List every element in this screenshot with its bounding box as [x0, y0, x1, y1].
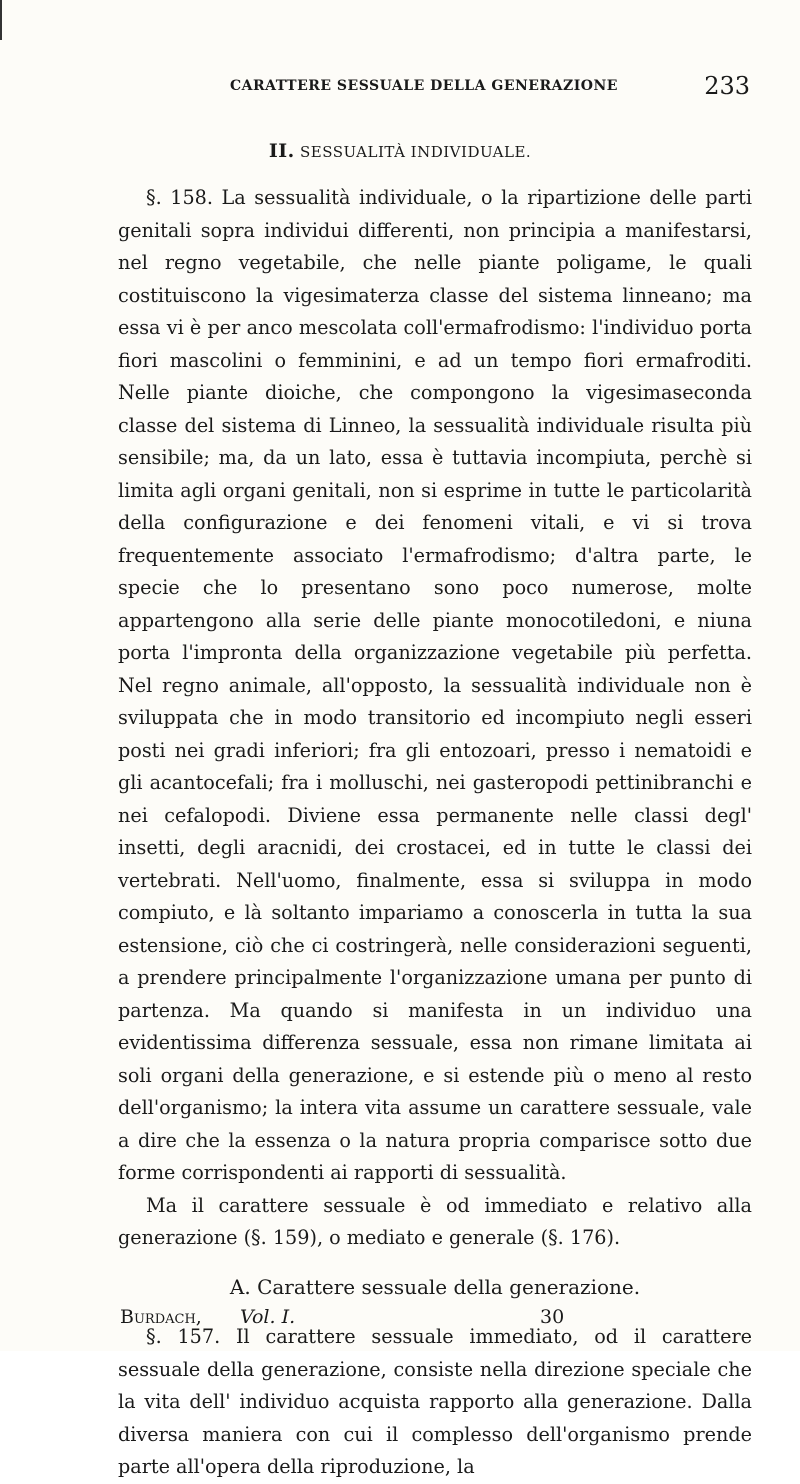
- page-number: 233: [704, 72, 750, 100]
- paragraph-158: §. 158. La sessualità individuale, o la ripartizione delle parti genitali sopra individui differenti, non principia a manifestarsi, nel regno vegetabile, che nelle piante poligame, le quali costituiscono la vigesimaterza classe del sistema linneano; ma essa vi è per anco mescolata coll'ermafrodismo: l'individuo porta fiori mascolini o femminini, e ad un tempo fiori ermafroditi. Nelle piante dioiche, che compongono la vigesimaseconda classe del sistema di Linneo, la sessualità individuale risulta più sensibile; ma, da un lato, essa è tuttavia incompiuta, perchè si limita agli organi genitali, non si esprime in tutte le particolarità della configurazione e dei fenomeni vitali, e vi si trova frequentemente associato l'ermafrodismo; d'altra parte, le specie che lo presentano sono poco numerose, molte appartengono alla serie delle piante monocotiledoni, e niuna porta l'impronta della organizzazione vegetabile più perfetta. Nel regno animale, all'opposto, la sessualità individuale non è sviluppata che in modo transitorio ed incompiuto negli esseri posti nei gradi inferiori; fra gli entozoari, presso i nematoidi e gli acantocefali; fra i molluschi, nei gasteropodi pettinibranchi e nei cefalopodi. Diviene essa permanente nelle classi degl' insetti, degli aracnidi, dei crostacei, ed in tutte le classi dei vertebrati. Nell'uomo, finalmente, essa si sviluppa in modo compiuto, e là soltanto impariamo a conoscerla in tutta la sua estensione, ciò che ci costringerà, nelle considerazioni seguenti, a prendere principalmente l'organizzazione umana per punto di partenza. Ma quando si manifesta in un individuo una evidentissima differenza sessuale, essa non rimane limitata ai soli organi della generazione, e si estende più o meno al resto dell'organismo; la intera vita assume un carattere sessuale, vale a dire che la essenza o la natura propria comparisce sotto due forme corrispondenti ai rapporti di sessualità.: [118, 186, 752, 1184]
- running-head: [130, 72, 750, 104]
- footer-signature: 30: [540, 1306, 565, 1328]
- running-head-title: CARATTERE SESSUALE DELLA GENERAZIONE: [230, 78, 618, 94]
- footer-volume: Vol. I.: [240, 1306, 296, 1328]
- subheading-a: A. Carattere sessuale della generazione.: [229, 1274, 641, 1299]
- page-footer: [120, 1306, 740, 1336]
- paragraph-157: §. 157. Il carattere sessuale immediato, od il carattere sessuale della generazione, consiste nella direzione speciale che la vita dell' individuo acquista rapporto alla generazione. Dalla diversa maniera con cui il complesso dell'organismo prende parte all'opera della riproduzione, la: [118, 1325, 752, 1478]
- section-title: SESSUALITÀ INDIVIDUALE.: [299, 143, 532, 161]
- footer-author: Burdach,: [120, 1306, 202, 1328]
- paragraph-summary: Ma il carattere sessuale è od immediato e relativo alla generazione (§. 159), o mediato e generale (§. 176).: [118, 1193, 752, 1249]
- page-edge-line: [0, 0, 2, 40]
- section-heading: [0, 140, 800, 162]
- body-text: [118, 182, 752, 1484]
- section-number: II.: [268, 140, 295, 162]
